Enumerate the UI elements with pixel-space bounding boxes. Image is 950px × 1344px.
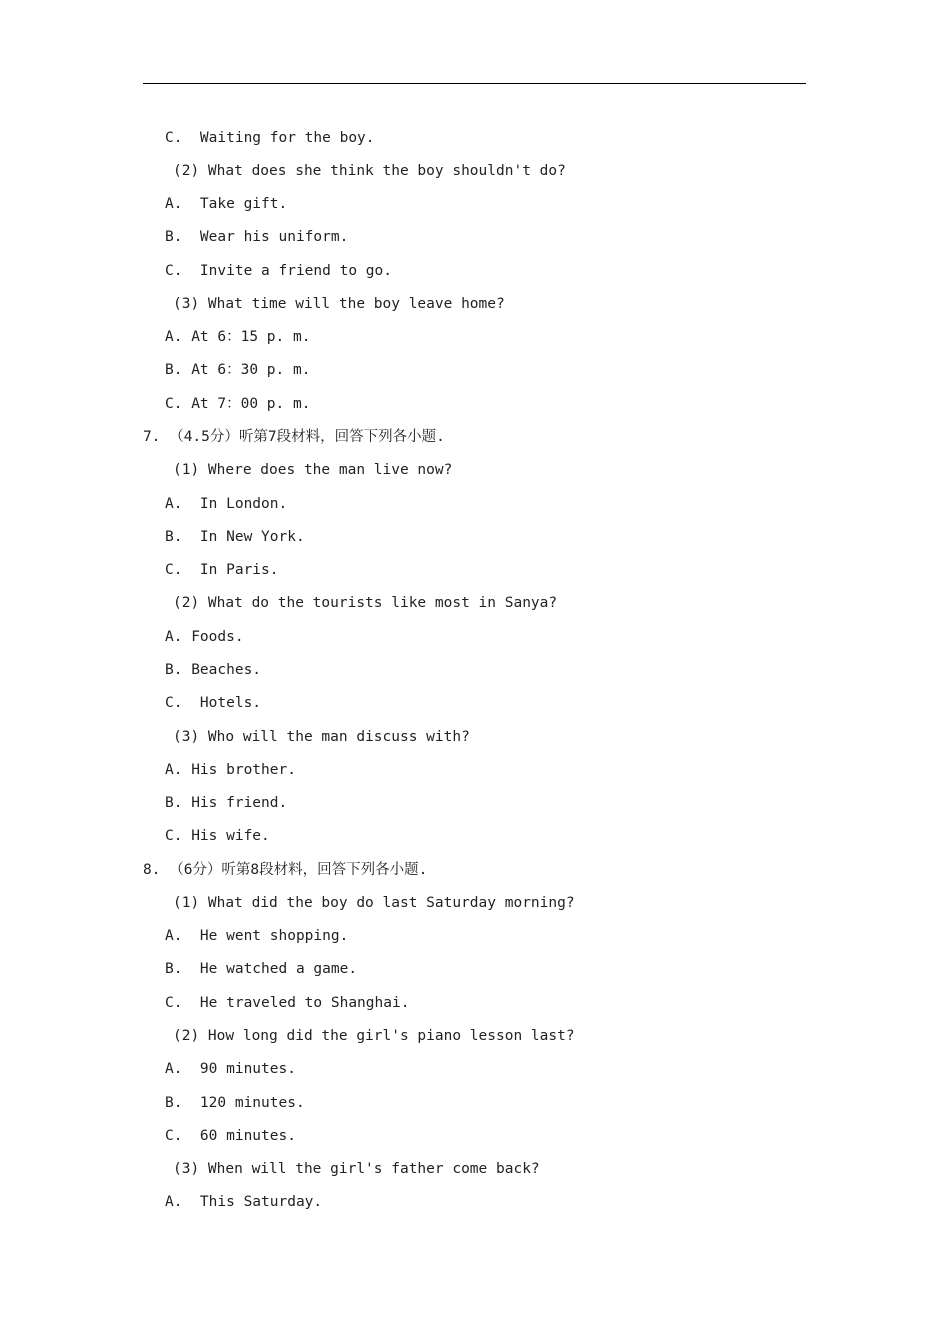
option-line: C. Waiting for the boy. — [165, 130, 375, 146]
option-line: A. He went shopping. — [165, 928, 349, 944]
question-line: (2) How long did the girl's piano lesson last? — [173, 1028, 575, 1044]
option-line: C. His wife. — [165, 828, 270, 844]
option-line: A. In London. — [165, 496, 288, 512]
header-rule — [143, 83, 806, 84]
option-line: A. At 6：15 p. m. — [165, 329, 311, 345]
question-line: (2) What do the tourists like most in Sanya? — [173, 595, 558, 611]
option-line: A. His brother. — [165, 762, 296, 778]
option-line: B. Beaches. — [165, 662, 262, 678]
option-line: A. Take gift. — [165, 196, 288, 212]
question-line: (3) Who will the man discuss with? — [173, 729, 470, 745]
section-heading: 7. （4.5分）听第7段材料，回答下列各小题. — [143, 429, 445, 445]
option-line: C. In Paris. — [165, 562, 279, 578]
option-line: B. His friend. — [165, 795, 288, 811]
option-line: C. 60 minutes. — [165, 1128, 296, 1144]
option-line: B. In New York. — [165, 529, 305, 545]
option-line: B. Wear his uniform. — [165, 229, 349, 245]
option-line: B. 120 minutes. — [165, 1095, 305, 1111]
option-line: C. Hotels. — [165, 695, 262, 711]
question-line: (1) What did the boy do last Saturday morning? — [173, 895, 575, 911]
option-line: C. He traveled to Shanghai. — [165, 995, 410, 1011]
option-line: A. Foods. — [165, 629, 244, 645]
section-heading: 8. （6分）听第8段材料，回答下列各小题. — [143, 862, 428, 878]
option-line: A. This Saturday. — [165, 1194, 323, 1210]
option-line: A. 90 minutes. — [165, 1061, 296, 1077]
question-line: (3) What time will the boy leave home? — [173, 296, 505, 312]
question-line: (3) When will the girl's father come back? — [173, 1161, 540, 1177]
question-line: (1) Where does the man live now? — [173, 462, 453, 478]
question-line: (2) What does she think the boy shouldn't do? — [173, 163, 566, 179]
option-line: B. He watched a game. — [165, 961, 358, 977]
option-line: B. At 6：30 p. m. — [165, 362, 311, 378]
option-line: C. Invite a friend to go. — [165, 263, 392, 279]
option-line: C. At 7：00 p. m. — [165, 396, 311, 412]
